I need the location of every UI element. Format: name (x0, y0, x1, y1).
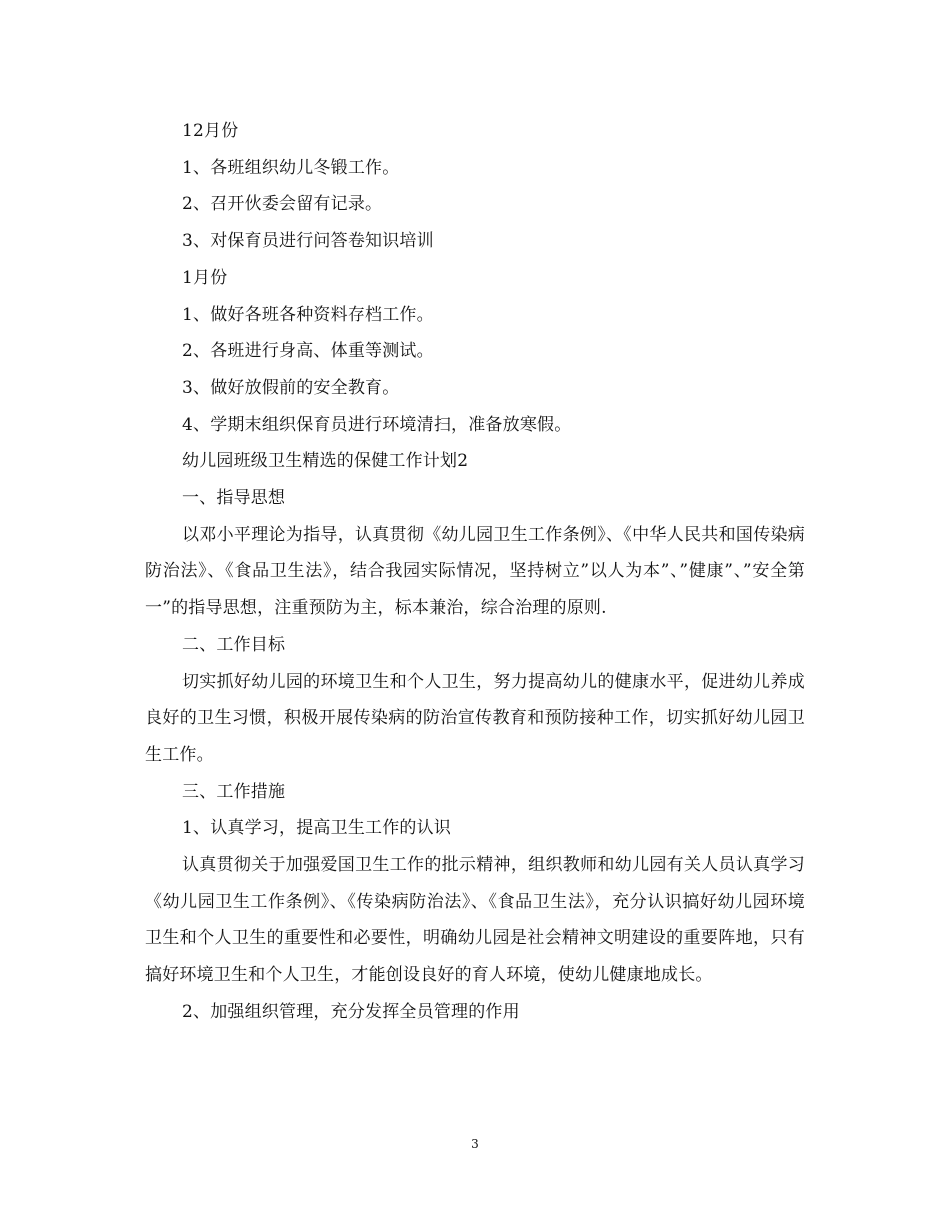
january-item-3: 3、做好放假前的安全教育。 (182, 377, 400, 398)
page-number: 3 (471, 1137, 479, 1151)
plan-title: 幼儿园班级卫生精选的保健工作计划2 (182, 451, 469, 472)
section-heading-work-measures: 三、工作措施 (182, 781, 286, 802)
december-item-1: 1、各班组织幼儿冬锻工作。 (182, 157, 400, 178)
december-item-2: 2、召开伙委会留有记录。 (182, 194, 383, 215)
measure-heading-2: 2、加强组织管理，充分发挥全员管理的作用 (182, 1001, 520, 1022)
january-item-2: 2、各班进行身高、体重等测试。 (182, 341, 434, 362)
paragraph-measure-1: 认真贯彻关于加强爱国卫生工作的批示精神，组织教师和幼儿园有关人员认真学习《幼儿园卫生工作条例》、《传染病防治法》、《食品卫生法》，充分认识搞好幼儿园环境卫生和个人卫生的重要性和必要性，明确幼儿园是社会精神文明建设的重要阵地，只有搞好环境卫生和个人卫生，才能创设良好的育人环境，使幼儿健康地成长。 (145, 855, 805, 986)
month-january-heading: 1月份 (182, 267, 228, 288)
paragraph-work-goals: 切实抓好幼儿园的环境卫生和个人卫生，努力提高幼儿的健康水平，促进幼儿养成良好的卫生习惯，积极开展传染病的防治宣传教育和预防接种工作，切实抓好幼儿园卫生工作。 (145, 671, 805, 765)
december-item-3: 3、对保育员进行问答卷知识培训 (182, 231, 434, 252)
paragraph-guiding-thought: 以邓小平理论为指导，认真贯彻《幼儿园卫生工作条例》、《中华人民共和国传染病防治法》、《食品卫生法》，结合我园实际情况，坚持树立”以人为本”、”健康”、”安全第一”的指导思想，注重预防为主，标本兼治，综合治理的原则. (145, 524, 805, 619)
section-heading-guiding-thought: 一、指导思想 (182, 488, 286, 509)
document-body (145, 113, 805, 1031)
measure-heading-1: 1、认真学习，提高卫生工作的认识 (182, 818, 452, 839)
january-item-4: 4、学期末组织保育员进行环境清扫，准备放寒假。 (182, 414, 572, 435)
section-heading-work-goals: 二、工作目标 (182, 634, 286, 655)
january-item-1: 1、做好各班各种资料存档工作。 (182, 304, 434, 325)
month-december-heading: 12月份 (182, 121, 239, 141)
